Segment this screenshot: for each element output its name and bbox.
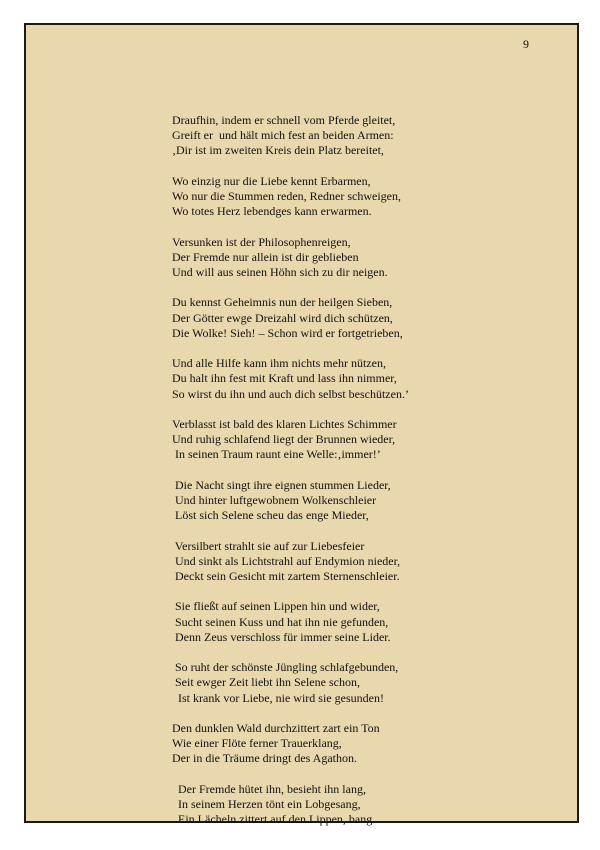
- stanza: [172, 174, 502, 220]
- poem-line: Versilbert strahlt sie auf zur Liebesfeier: [172, 538, 365, 553]
- poem-line: So wirst du ihn und auch dich selbst beschützen.’: [172, 386, 409, 401]
- poem-line: Der Fremde hütet ihn, besieht ihn lang,: [172, 781, 366, 796]
- stanza: [172, 356, 502, 402]
- poem-line: Löst sich Selene scheu das enge Mieder,: [172, 508, 369, 523]
- stanza: [172, 721, 502, 767]
- poem-line: Ist krank vor Liebe, nie wird sie gesunden!: [172, 690, 384, 705]
- poem-line: Draufhin, indem er schnell vom Pferde gleitet,: [172, 113, 396, 127]
- stanza: [172, 660, 502, 706]
- stanza: [172, 417, 502, 463]
- poem-line: Und ruhig schlafend liegt der Brunnen wieder,: [172, 432, 396, 447]
- poem-line: ‚Dir ist im zweiten Kreis dein Platz bereitet,: [172, 143, 384, 158]
- poem-line: Der in die Träume dringt des Agathon.: [172, 751, 357, 766]
- poem-line: Sucht seinen Kuss und hat ihn nie gefunden,: [172, 614, 389, 629]
- page: [24, 23, 579, 827]
- poem-line: Greift er und hält mich fest an beiden Armen:: [172, 128, 394, 143]
- poem-line: Ein Lächeln zittert auf den Lippen, bang.: [172, 812, 376, 827]
- poem-line: Versunken ist der Philosophenreigen,: [172, 234, 351, 249]
- poem-line: So ruht der schönste Jüngling schlafgebunden,: [172, 660, 399, 675]
- stanza: [172, 539, 502, 585]
- poem-line: Wo totes Herz lebendges kann erwarmen.: [172, 204, 372, 219]
- poem-line: Sie fließt auf seinen Lippen hin und wider,: [172, 599, 380, 614]
- poem-line: Die Nacht singt ihre eignen stummen Lieder,: [172, 477, 391, 492]
- poem-line: Und will aus seinen Höhn sich zu dir neigen.: [172, 265, 388, 279]
- stanza: [172, 235, 502, 281]
- poem: [172, 113, 502, 843]
- poem-line: Seit ewger Zeit liebt ihn Selene schon,: [172, 675, 360, 690]
- stanza: [172, 295, 502, 341]
- poem-line: In seinen Traum raunt eine Welle:‚immer!’: [172, 447, 381, 462]
- page-number: 9: [523, 37, 529, 51]
- poem-line: In seinem Herzen tönt ein Lobgesang,: [172, 796, 361, 811]
- poem-line: Wo einzig nur die Liebe kennt Erbarmen,: [172, 173, 371, 188]
- stanza: [172, 599, 502, 645]
- poem-line: Wie einer Flöte ferner Trauerklang,: [172, 736, 342, 751]
- poem-line: Und alle Hilfe kann ihm nichts mehr nützen,: [172, 356, 386, 371]
- poem-line: Die Wolke! Sieh! – Schon wird er fortgetrieben,: [172, 325, 403, 340]
- poem-line: Der Fremde nur allein ist dir geblieben: [172, 249, 359, 264]
- stanza: [172, 113, 502, 159]
- poem-line: Du kennst Geheimnis nun der heilgen Sieben,: [172, 295, 393, 310]
- poem-line: Du halt ihn fest mit Kraft und lass ihn nimmer,: [172, 371, 397, 386]
- poem-line: Der Götter ewge Dreizahl wird dich schützen,: [172, 310, 393, 325]
- poem-line: Denn Zeus verschloss für immer seine Lider.: [172, 629, 391, 644]
- poem-line: Wo nur die Stummen reden, Redner schweigen,: [172, 189, 401, 203]
- stanza: [172, 782, 502, 828]
- poem-line: Und hinter luftgewobnem Wolkenschleier: [172, 492, 377, 507]
- poem-line: Den dunklen Wald durchzittert zart ein Ton: [172, 720, 380, 735]
- stanza: [172, 478, 502, 524]
- poem-line: Und sinkt als Lichtstrahl auf Endymion nieder,: [172, 553, 401, 568]
- poem-line: Deckt sein Gesicht mit zartem Sternenschleier.: [172, 568, 400, 583]
- poem-line: Verblasst ist bald des klaren Lichtes Schimmer: [172, 416, 397, 431]
